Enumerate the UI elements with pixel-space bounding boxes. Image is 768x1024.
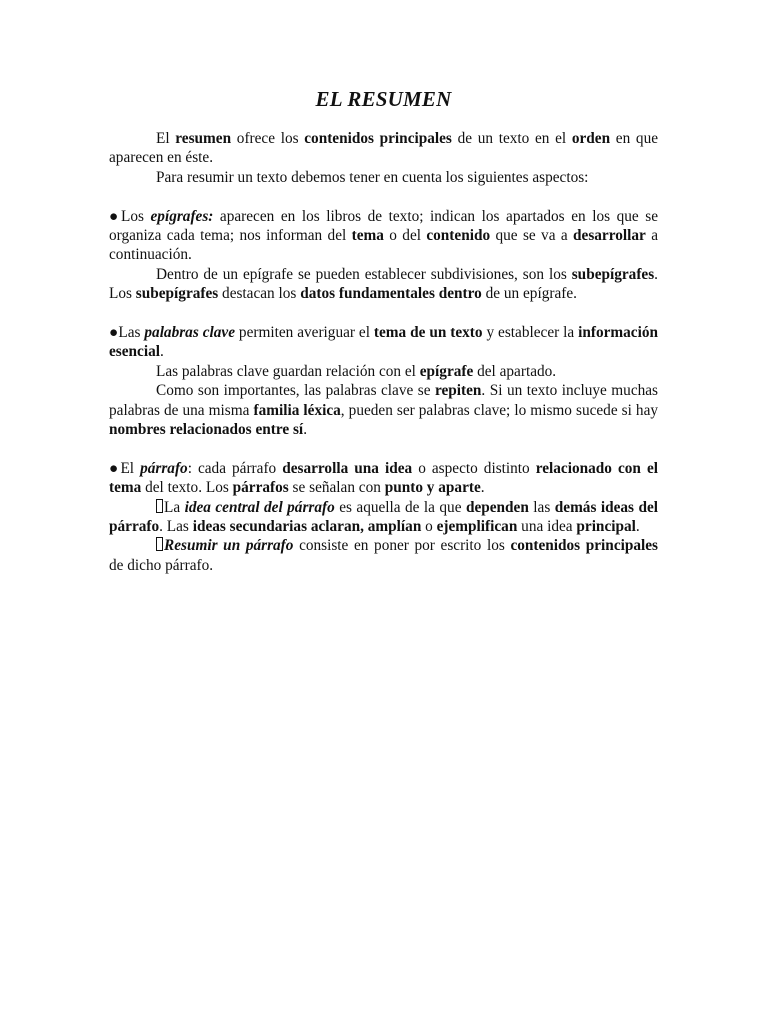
bullet-icon: ● (109, 207, 121, 225)
bold-term: datos fundamentales dentro (300, 285, 482, 303)
text-run: de dicho párrafo. (109, 556, 214, 574)
text-run: destacan los (218, 285, 301, 303)
bold-italic-term: idea central del párrafo (184, 498, 335, 516)
text-run: aparecen en los libros de texto; indican los apartados en los que se organiza cada tema; nos informan del (109, 207, 658, 245)
text-run: . (635, 518, 640, 536)
text-run: . (303, 421, 308, 439)
text-run: en que aparecen en éste. (109, 130, 659, 167)
text-run: las (528, 498, 555, 516)
palabras-paragraph-2 (109, 362, 658, 381)
bold-term: desarrolla una idea (282, 459, 413, 477)
text-run: es aquella de la que (334, 498, 466, 516)
epigrafes-paragraph-1 (109, 207, 658, 265)
bold-term: desarrollar (573, 227, 646, 245)
bold-term: contenidos principales (510, 537, 659, 555)
parrafo-paragraph-3 (109, 536, 658, 575)
text-run: . Los (109, 265, 658, 303)
text-run: La (164, 498, 185, 516)
text-run: o aspecto distinto (412, 459, 536, 477)
bold-term: demás ideas del párrafo (109, 498, 659, 536)
bold-term: párrafos (232, 479, 289, 497)
text-run: a continuación. (109, 227, 658, 264)
bold-term: resumen (175, 130, 232, 147)
checkbox-icon (156, 537, 163, 551)
text-run: , pueden ser palabras clave; lo mismo sucede si hay (340, 401, 659, 419)
text-run: de un texto en el (451, 130, 572, 147)
document-title: EL RESUMEN (315, 87, 452, 111)
bold-term: familia léxica (253, 401, 341, 419)
text-run: o (421, 518, 437, 536)
text-run: de un epígrafe. (481, 285, 577, 303)
checkbox-icon (156, 499, 163, 513)
bold-italic-term: epígrafes: (150, 207, 214, 225)
bold-term: ejemplifican (436, 518, 518, 536)
text-run: o del (383, 227, 427, 245)
bold-term: información esencial (109, 324, 658, 361)
text-run: Los (120, 207, 151, 225)
text-run: El (156, 130, 176, 147)
bullet-icon: ● (109, 459, 121, 477)
text-run: . Las (159, 518, 193, 536)
text-run: Las (118, 324, 145, 342)
spacer (109, 304, 658, 323)
text-run: Dentro de un epígrafe se pueden establecer subdivisiones, son los (156, 265, 572, 283)
bold-italic-term: párrafo (140, 459, 188, 477)
bold-term: contenidos principales (304, 130, 452, 147)
bold-term: relacionado con el tema (109, 459, 658, 497)
text-run: El (120, 459, 141, 477)
document-page (109, 86, 658, 575)
text-run: . Si un texto incluye muchas palabras de una misma (109, 382, 658, 419)
text-run: ofrece los (231, 130, 305, 147)
bold-term: subepígrafes (571, 265, 655, 283)
text-run: se señalan con (288, 479, 385, 497)
intro-paragraph-1 (109, 129, 658, 168)
bold-term: ideas secundarias aclaran, amplían (192, 518, 422, 536)
palabras-paragraph-3 (109, 381, 658, 439)
bold-term: subepígrafes (135, 285, 219, 303)
bold-term: punto y aparte (384, 479, 481, 497)
bold-term: contenido (426, 227, 491, 245)
bullet-icon: ● (109, 324, 119, 342)
bold-term: tema de un texto (373, 324, 483, 342)
text-run: . (480, 479, 485, 497)
epigrafes-paragraph-2 (109, 265, 658, 304)
text-run: y establecer la (482, 324, 579, 342)
bold-italic-term: Resumir un párrafo (164, 537, 294, 555)
text-run: del apartado. (473, 362, 557, 380)
bold-term: nombres relacionados entre sí (109, 421, 304, 439)
palabras-paragraph-1 (109, 323, 658, 362)
text-run: que se va a (490, 227, 574, 245)
bold-italic-term: palabras clave (144, 324, 235, 342)
parrafo-paragraph-2 (109, 498, 658, 537)
spacer (109, 187, 658, 206)
bold-term: orden (571, 130, 611, 147)
text-run: . (159, 343, 164, 361)
text-run: consiste en poner por escrito los (293, 537, 511, 555)
spacer (109, 439, 658, 458)
text-run: : cada párrafo (187, 459, 283, 477)
text-run: una idea (517, 518, 577, 536)
text-run: del texto. Los (141, 479, 233, 497)
text-run: permiten averiguar el (235, 324, 374, 342)
intro-paragraph-2: Para resumir un texto debemos tener en cuenta los siguientes aspectos: (156, 168, 589, 186)
bold-term: epígrafe (419, 362, 474, 380)
bold-term: principal (576, 518, 636, 536)
bold-term: dependen (465, 498, 529, 516)
text-run: Como son importantes, las palabras clave se (156, 382, 435, 400)
bold-term: tema (351, 227, 384, 245)
bold-term: repiten (434, 382, 482, 400)
text-run: Las palabras clave guardan relación con el (156, 362, 420, 380)
parrafo-paragraph-1 (109, 459, 658, 498)
